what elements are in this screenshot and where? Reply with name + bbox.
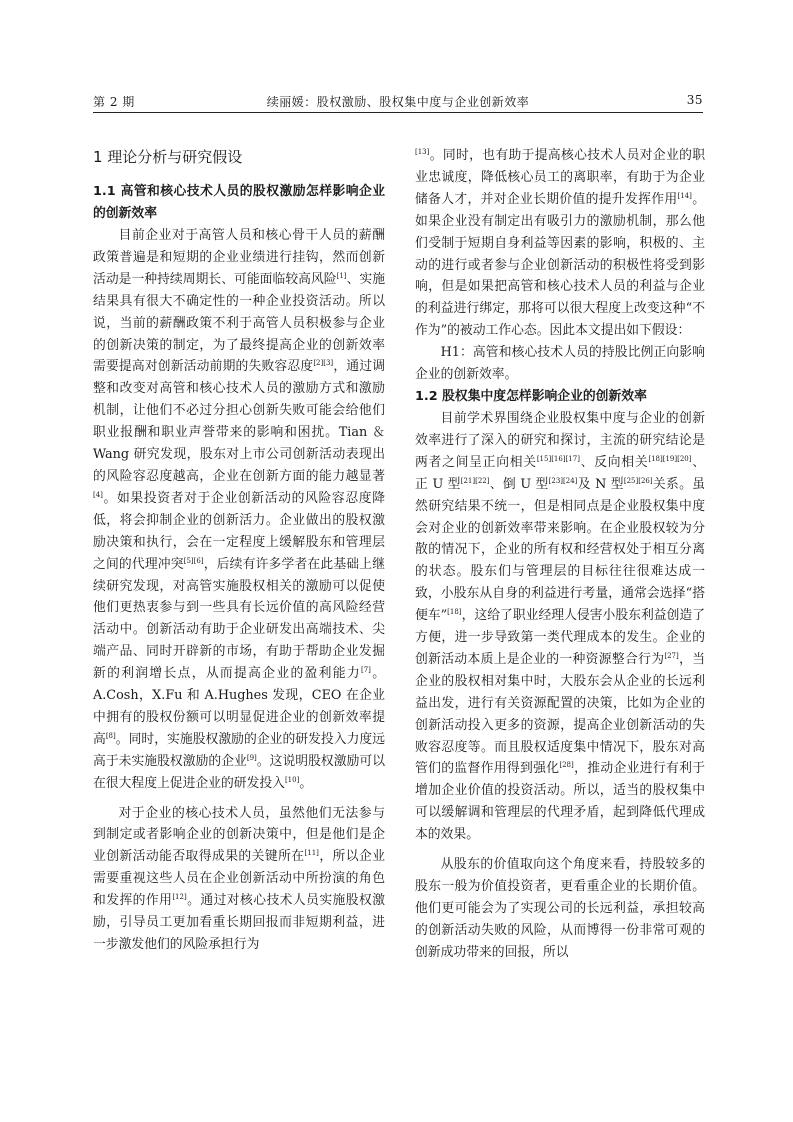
citation: [28] [559, 761, 574, 770]
issue-number: 第 2 期 [93, 95, 135, 109]
citation: [5][6] [183, 556, 204, 565]
citation: [7] [360, 666, 371, 675]
paragraph-continued: [13]。同时，也有助于提高核心技术人员对企业的职业忠诚度，降低核心员工的离职率，有助于为企业储备人才，并对企业长期价值的提升发挥作用[14]。如果企业没有制定出有吸引力的激励机制，那么他们受制于短期自身利益等因素的影响，积极的、主动的进行或者参与企业创新活动的积极性将受到影响，但是如果把高管和核心技术人员的利益与企业的利益进行绑定，那将可以很大程度上改变这种“不作为”的被动工作心态。因此本文提出如下假设： [415, 148, 705, 339]
citation: [18][19][20] [648, 454, 692, 463]
header-rule [93, 112, 703, 113]
citation: [1] [336, 271, 347, 280]
citation: [13] [415, 148, 430, 156]
citation: [21][22] [460, 476, 490, 485]
subsection-1-2-title: 1.2 股权集中度怎样影响企业的创新效率 [415, 388, 647, 404]
left-column [93, 145, 385, 956]
subsection-1-1-title: 1.1 高管和核心技术人员的股权激励怎样影响企业的创新效率 [93, 184, 385, 221]
citation: [9] [246, 753, 257, 762]
citation: [11] [304, 849, 319, 858]
citation: [10] [284, 775, 300, 784]
hypothesis-h1: H1：高管和核心技术人员的持股比例正向影响企业的创新效率。 [415, 345, 705, 383]
citation: [8] [105, 731, 116, 740]
paragraph: 对于企业的核心技术人员，虽然他们无法参与到制定或者影响企业的创新决策中，但是他们是企业创新活动能否取得成果的关键所在[11]，所以企业需要重视这些人员在企业创新活动中所扮演的角色和发挥的作用[12]。通过对核心技术人员实施股权激励，引导员工更加看重长期回报而非短期利益，进一步激发他们的风险承担行为 [93, 805, 386, 952]
paragraph: 目前学术界围绕企业股权集中度与企业的创新效率进行了深入的研究和探讨，主流的研究结论是两者之间呈正向相关[15][16][17]、反向相关[18][19][20]、正 U 型[21][22]、倒 U 型[23][24]及 N 型[25][26]关系。虽然研究结果不统一，但是相同点是企业股权集中度会对企业的创新效率带来影响。在企业股权较为分散的情况下，企业的所有权和经营权处于相互分离的状态。股东们与管理层的目标往往很难达成一致，小股东从自身的利益进行考量，通常会选择“搭便车”[18]，这给了职业经理人侵害小股东利益创造了方便，进一步导致第一类代理成本的发生。企业的创新活动本质上是企业的一种资源整合行为[27]，当企业的股权相对集中时，大股东会从企业的长远利益出发，进行有关资源配置的决策，比如为企业的创新活动投入更多的资源，提高企业创新活动的失败容忍度等。而且股权适度集中情况下，股东对高管们的监督作用得到强化[28]，推动企业进行有利于增加企业价值的投资活动。所以，适当的股权集中可以缓解调和管理层的代理矛盾，起到降低代理成本的效果。 [415, 410, 706, 843]
paragraph: 从股东的价值取向这个角度来看，持股较多的股东一般为价值投资者，更看重企业的长期价值。他们更可能会为了实现公司的长远利益，承担较高的创新活动失败的风险，从而博得一份非常可观的创新成功带来的回报，所以 [415, 857, 705, 960]
citation: [2][3] [313, 359, 334, 368]
paragraph: 目前企业对于高管人员和核心骨干人员的薪酬政策普遍是和短期的企业业绩进行挂钩，然而创新活动是一种持续周期长、可能面临较高风险[1]、实施结果具有很大不确定性的一种企业投资活动。所以说，当前的薪酬政策不利于高管人员积极参与企业的创新决策的制定，为了最终提高企业的创新效率需要提高对创新活动前期的失败容忍度[2][3]，通过调整和改变对高管和核心技术人员的激励方式和激励机制，让他们不必过分担心创新失败可能会给他们职业报酬和职业声誉带来的影响和困扰。Tian ＆Wang 研究发现，股东对上市公司创新活动表现出的风险容忍度越高，企业在创新方面的能力越显著[4]。如果投资者对于企业创新活动的风险容忍度降低，将会抑制企业的创新活力。企业做出的股权激励决策和执行，会在一定程度上缓解股东和管理层之间的代理冲突[5][6]，后续有许多学者在此基础上继续研究发现，对高管实施股权相关的激励可以促使他们更热衷参与到一些具有长远价值的高风险经营活动中。创新活动有助于企业研发出高端技术、尖端产品、同时开辟新的市场，有助于帮助企业发掘新的利润增长点，从而提高企业的盈利能力[7]。A.Cosh，X.Fu 和 A.Hughes 发现，CEO 在企业中拥有的股权份额可以明显促进企业的创新效率提高[8]。同时，实施股权激励的企业的研发投入力度远高于未实施股权激励的企业[9]。这说明股权激励可以在很大程度上促进企业的研发投入[10]。 [93, 228, 386, 791]
citation: [23][24] [548, 476, 578, 485]
running-title: 续丽媛：股权激励、股权集中度与企业创新效率 [266, 95, 530, 109]
citation: [14] [677, 191, 692, 200]
citation: [18] [447, 608, 462, 617]
running-header [93, 93, 703, 113]
section-title: 1 理论分析与研究假设 [93, 148, 243, 166]
page-number: 35 [686, 93, 703, 107]
citation: [12] [172, 893, 187, 902]
citation: [25][26] [623, 476, 653, 485]
citation: [15][16][17] [536, 454, 580, 463]
citation: [27] [664, 651, 679, 660]
right-column [415, 145, 705, 964]
citation: [4] [93, 490, 103, 499]
